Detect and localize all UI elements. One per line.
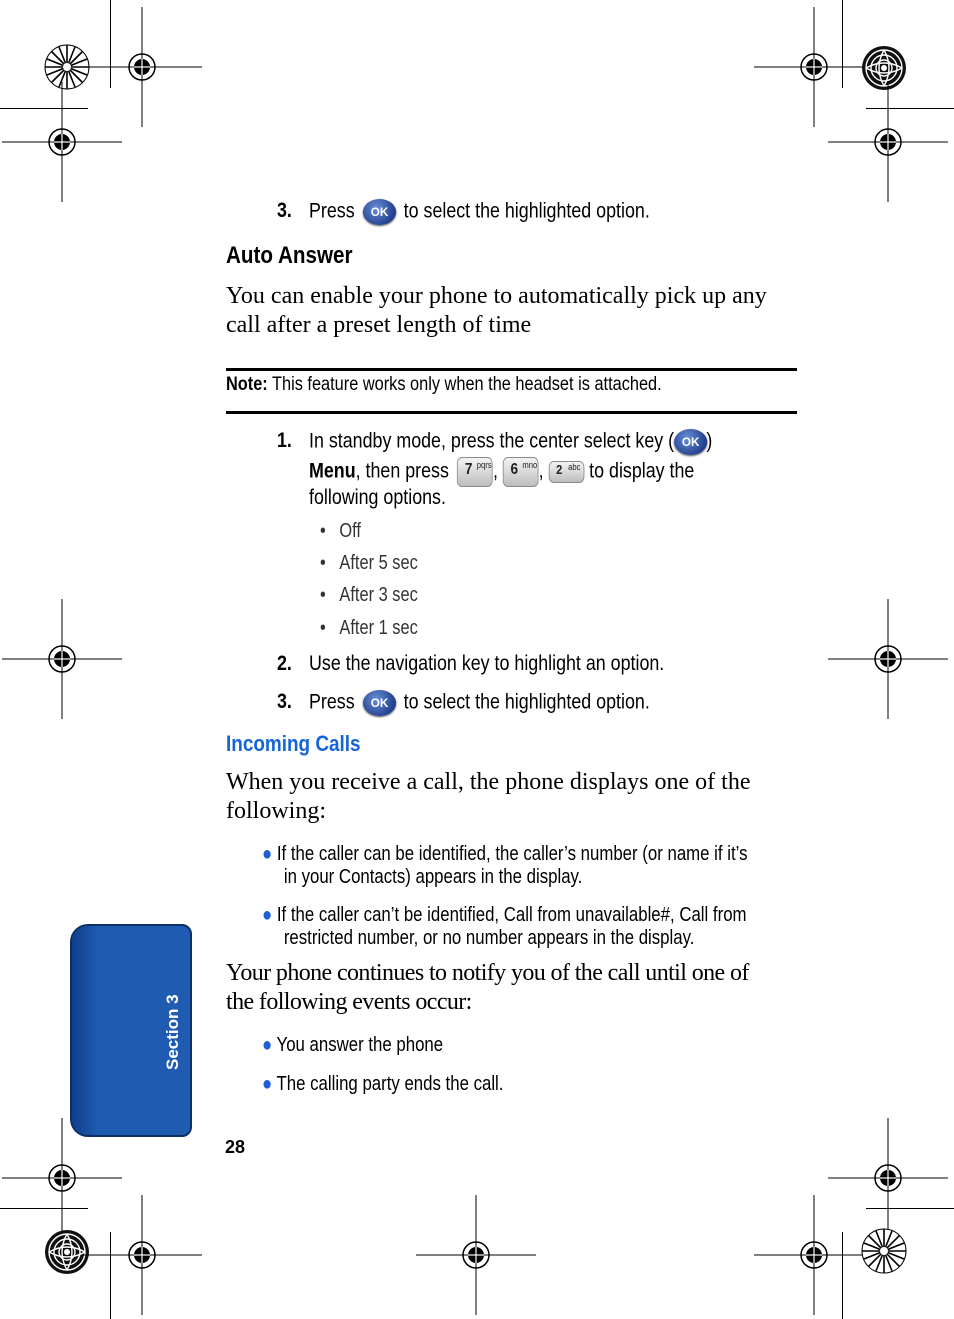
bullet-icon: ●	[262, 843, 273, 865]
step-1-line-3: following options.	[309, 486, 446, 509]
bullet-icon: ●	[262, 904, 273, 926]
list-item: • Off	[320, 520, 361, 542]
ok-key-icon: OK	[363, 690, 396, 716]
bullet-icon: ●	[262, 1073, 273, 1095]
ok-key-icon: OK	[674, 429, 707, 455]
list-item: ● You answer the phone	[262, 1034, 444, 1056]
ok-key-icon: OK	[363, 199, 396, 225]
list-item: ● If the caller can be identified, the caller’s number (or name if it’s in your Contacts) appears in the display.	[262, 843, 748, 888]
incoming-calls-continue: Your phone continues to notify you of the call until one of the following events occur:	[226, 960, 749, 1015]
step-number: 3.	[277, 199, 292, 222]
list-item: ● The calling party ends the call.	[262, 1073, 504, 1095]
step-2-text: Use the navigation key to highlight an option.	[309, 652, 665, 675]
auto-answer-intro: You can enable your phone to automatically pick up any call after a preset length of time	[226, 283, 767, 338]
step-text: Press OK to select the highlighted option.	[309, 199, 650, 225]
note-top-rule	[226, 368, 797, 371]
key-2-icon: 2 abc	[549, 461, 585, 483]
note-text: This feature works only when the headset is attached.	[272, 374, 662, 395]
list-item: • After 3 sec	[320, 584, 418, 606]
note-label: Note:	[226, 374, 268, 395]
note	[226, 374, 662, 396]
step-number: 1.	[277, 429, 292, 452]
bullet-icon: ●	[262, 1034, 273, 1056]
section-tab-label: Section 3	[163, 994, 182, 1070]
key-6-icon: 6 mno	[503, 457, 539, 487]
step-number: 3.	[277, 690, 292, 713]
step-1-line-1: In standby mode, press the center select key ( OK )	[309, 429, 712, 455]
list-item: • After 1 sec	[320, 617, 418, 639]
incoming-calls-heading: Incoming Calls	[226, 731, 361, 756]
step-3-text: Press OK to select the highlighted option.	[309, 690, 650, 716]
key-7-icon: 7 pqrs	[457, 457, 493, 487]
page-number: 28	[225, 1137, 246, 1157]
menu-label: Menu	[309, 459, 356, 483]
step-number: 2.	[277, 652, 292, 675]
step-1-line-2: Menu, then press 7 pqrs , 6 mno , 2 abc to display the	[309, 457, 694, 487]
list-item: ● If the caller can’t be identified, Call from unavailable#, Call from restricted number, or no number appears in the display.	[262, 904, 747, 949]
list-item: • After 5 sec	[320, 552, 418, 574]
auto-answer-heading: Auto Answer	[226, 242, 353, 269]
incoming-calls-intro: When you receive a call, the phone displays one of the following:	[226, 769, 751, 824]
note-bottom-rule	[226, 411, 797, 414]
